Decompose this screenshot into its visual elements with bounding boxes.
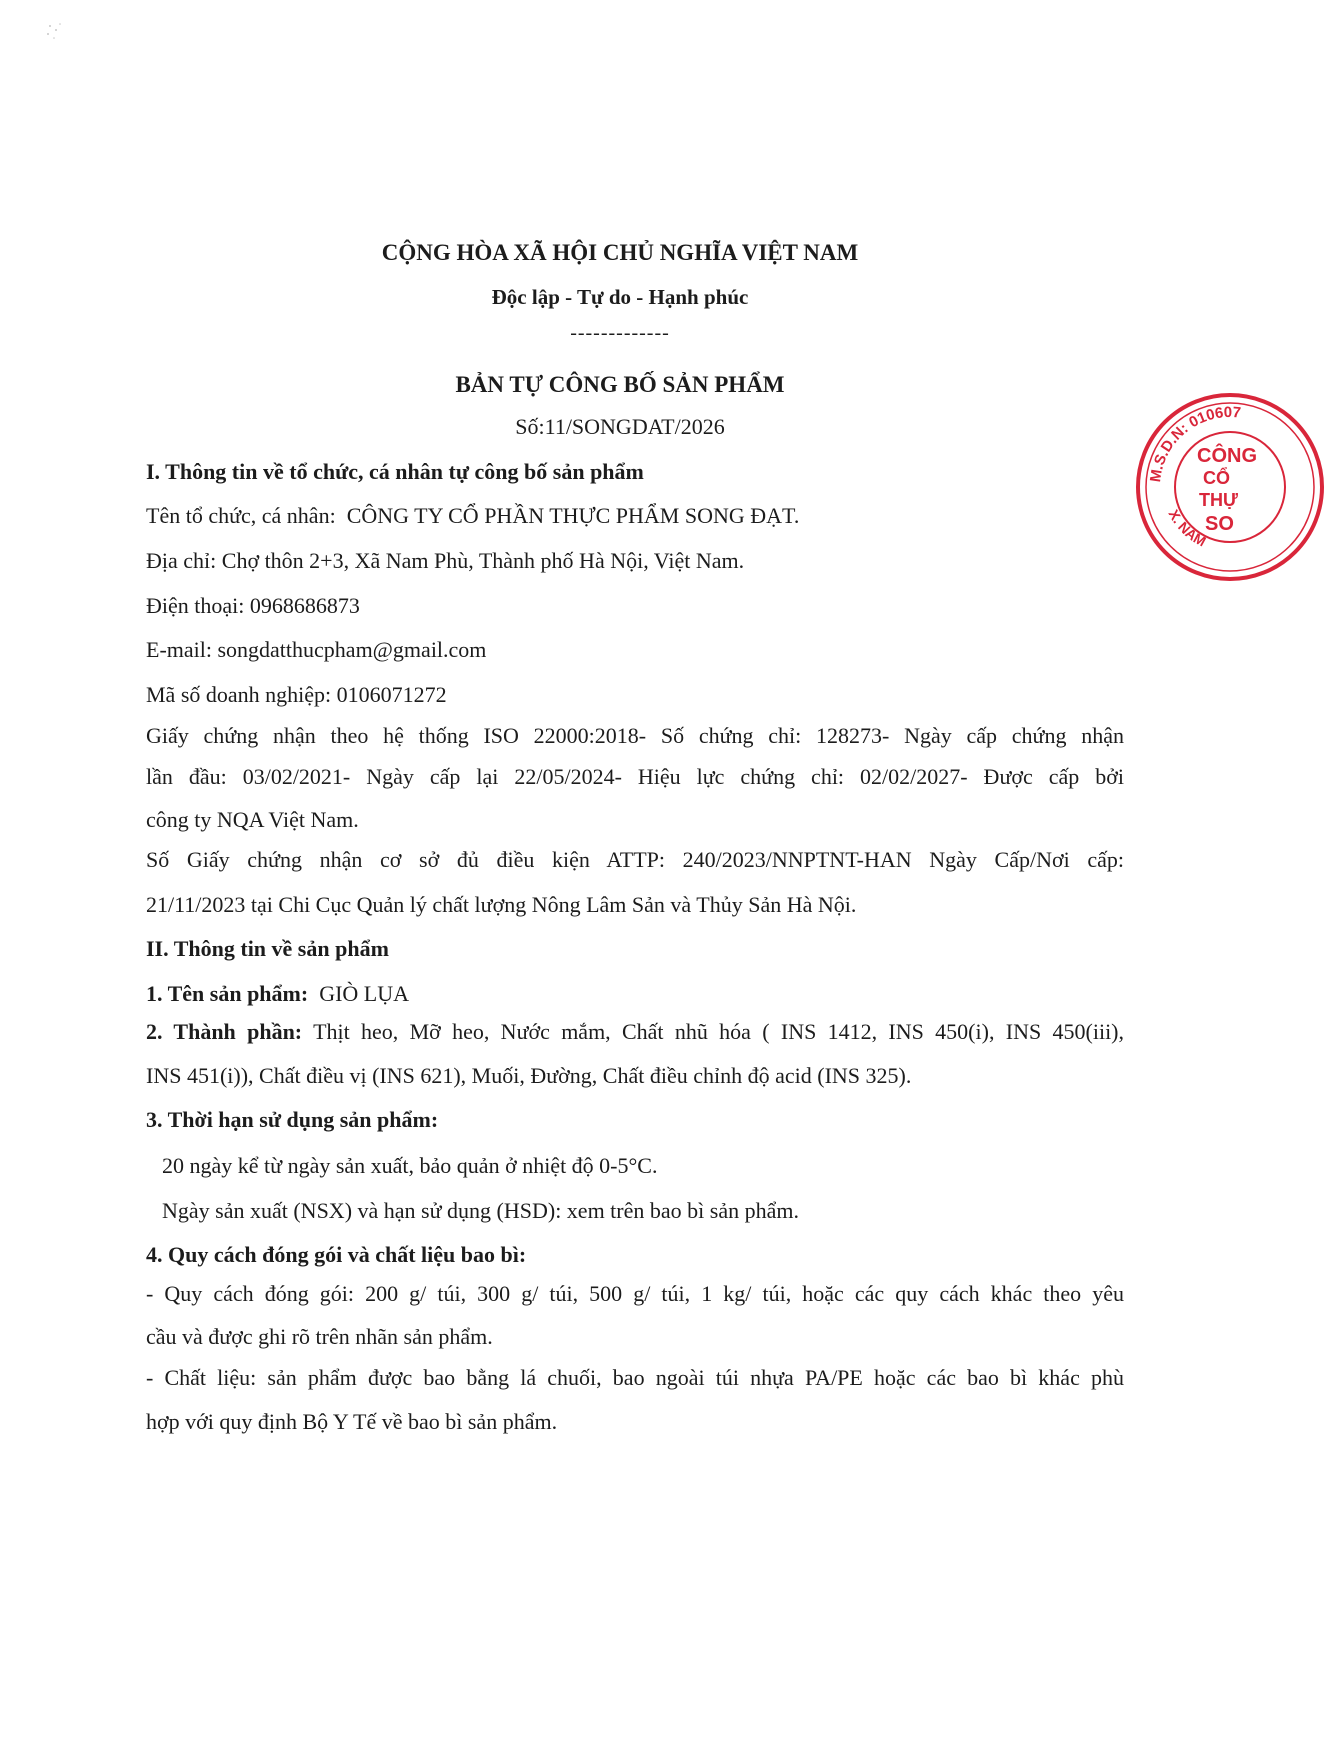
tax-label: Mã số doanh nghiệp: (146, 682, 332, 707)
product-name-label: 1. Tên sản phẩm: (146, 981, 309, 1006)
shelf-life-heading: 3. Thời hạn sử dụng sản phẩm: (146, 1107, 439, 1132)
svg-text:X. NAM (1166, 507, 1209, 550)
packaging-line-1: - Quy cách đóng gói: 200 g/ túi, 300 g/ túi, 500 g/ túi, 1 kg/ túi, hoặc các quy cách khác theo yêu (146, 1281, 1124, 1306)
phone-row (146, 592, 360, 620)
ingredients-label: 2. Thành phần: (146, 1019, 303, 1044)
scan-smudge (40, 18, 80, 58)
seal-inner-text-2: CỔ (1203, 468, 1230, 488)
header-separator: ------------- (570, 322, 670, 344)
seal-bottom-text: X. NAM (1165, 506, 1209, 550)
iso-line-3: công ty NQA Việt Nam. (146, 807, 359, 832)
seal-inner-text-3: THỰ (1199, 490, 1238, 510)
phone-label: Điện thoại: (146, 593, 245, 618)
material-line-1: - Chất liệu: sản phẩm được bao bằng lá chuối, bao ngoài túi nhựa PA/PE hoặc các bao bì khác phù (146, 1365, 1124, 1390)
ingredients-line-1 (146, 1011, 1124, 1053)
section2-heading: II. Thông tin về sản phẩm (146, 936, 389, 961)
seal-inner-text-4: SO (1205, 513, 1234, 535)
product-name-value: GIÒ LỤA (319, 981, 410, 1006)
company-seal (1135, 392, 1325, 582)
shelf-life-line-2: Ngày sản xuất (NSX) và hạn sử dụng (HSD): xem trên bao bì sản phẩm. (162, 1198, 799, 1223)
product-name-row (146, 980, 409, 1008)
tax-value: 0106071272 (336, 682, 447, 707)
seal-inner-text-1: CÔNG (1197, 445, 1257, 467)
ingredients-line-2: INS 451(i)), Chất điều vị (INS 621), Muối, Đường, Chất điều chỉnh độ acid (INS 325). (146, 1063, 912, 1088)
address-row (146, 547, 744, 575)
attp-line-1: Số Giấy chứng nhận cơ sở đủ điều kiện ATTP: 240/2023/NNPTNT-HAN Ngày Cấp/Nơi cấp: (146, 847, 1124, 872)
email-value: songdatthucpham@gmail.com (217, 637, 487, 662)
ingredients-text-1: Thịt heo, Mỡ heo, Nước mắm, Chất nhũ hóa ( INS 1412, INS 450(i), INS 450(iii), (313, 1019, 1125, 1044)
motto: Độc lập - Tự do - Hạnh phúc (491, 285, 749, 309)
iso-line-2: lần đầu: 03/02/2021- Ngày cấp lại 22/05/2024- Hiệu lực chứng chỉ: 02/02/2027- Được cấp bởi (146, 764, 1124, 789)
shelf-life-line-1: 20 ngày kể từ ngày sản xuất, bảo quản ở nhiệt độ 0-5°C. (162, 1153, 658, 1178)
packaging-heading: 4. Quy cách đóng gói và chất liệu bao bì: (146, 1242, 527, 1267)
phone-value: 0968686873 (249, 593, 360, 618)
document-title: BẢN TỰ CÔNG BỐ SẢN PHẨM (455, 372, 785, 397)
tax-row (146, 681, 447, 709)
email-label: E-mail: (146, 637, 212, 662)
org-value: CÔNG TY CỔ PHẦN THỰC PHẨM SONG ĐẠT. (346, 503, 800, 528)
attp-line-2: 21/11/2023 tại Chi Cục Quản lý chất lượng Nông Lâm Sản và Thủy Sản Hà Nội. (146, 892, 857, 917)
seal-ring-text: M.S.D.N: 010607 (1147, 403, 1242, 484)
document-number: Số:11/SONGDAT/2026 (515, 414, 725, 439)
address-value: Chợ thôn 2+3, Xã Nam Phù, Thành phố Hà Nội, Việt Nam. (221, 548, 745, 573)
address-label: Địa chỉ: (146, 548, 217, 573)
packaging-line-2: cầu và được ghi rõ trên nhãn sản phẩm. (146, 1324, 493, 1349)
nation-title: CỘNG HÒA XÃ HỘI CHỦ NGHĨA VIỆT NAM (381, 240, 859, 265)
iso-line-1: Giấy chứng nhận theo hệ thống ISO 22000:2018- Số chứng chỉ: 128273- Ngày cấp chứng nhận (146, 723, 1124, 748)
org-label: Tên tổ chức, cá nhân: (146, 503, 336, 528)
email-row (146, 636, 486, 664)
material-line-2: hợp với quy định Bộ Y Tế về bao bì sản phẩm. (146, 1409, 558, 1434)
section1-heading: I. Thông tin về tổ chức, cá nhân tự công bố sản phẩm (146, 459, 644, 484)
org-row (146, 502, 799, 530)
